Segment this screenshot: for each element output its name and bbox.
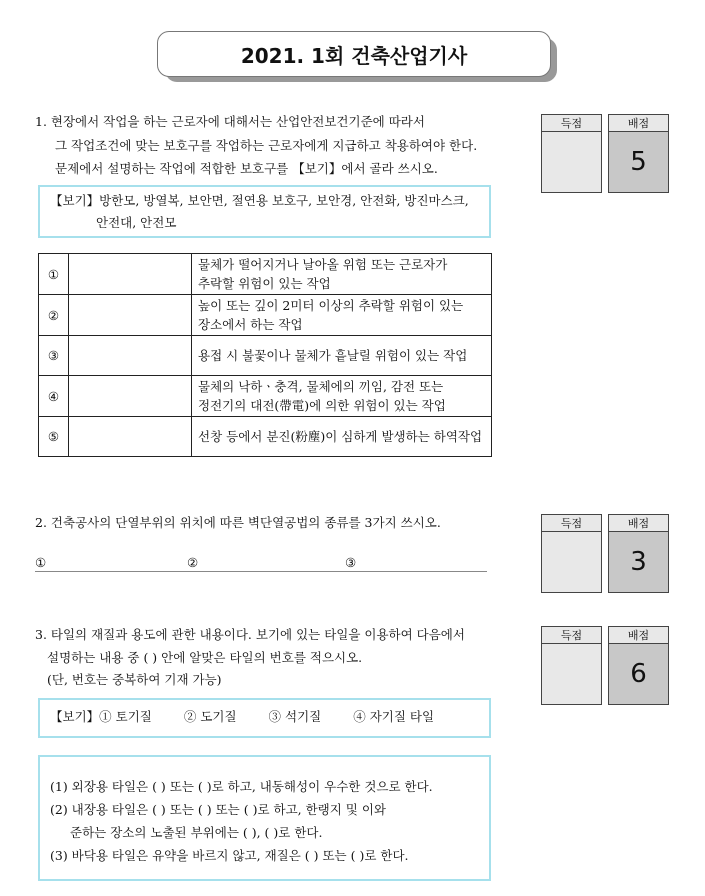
q3-earned-label: 득점 <box>541 626 602 644</box>
q3-earned-field[interactable] <box>541 643 602 705</box>
q3-bogi-option-2: ② 도기질 <box>183 709 237 724</box>
table-row <box>39 254 492 295</box>
table-row <box>39 417 492 457</box>
q1-line-2: 그 작업조건에 맞는 보호구를 작업하는 근로자에게 지급하고 착용하여야 한다. <box>55 138 478 153</box>
row-description <box>192 376 492 417</box>
q3-allotted-label: 배점 <box>608 626 669 644</box>
q1-bogi-line-2: 안전대, 안전모 <box>96 215 177 230</box>
q2-earned-label: 득점 <box>541 514 602 532</box>
q1-bogi-box <box>38 185 491 238</box>
row-desc-line-1: 용접 시 불꽃이나 물체가 흩날릴 위험이 있는 작업 <box>198 348 468 363</box>
row-description <box>192 295 492 336</box>
q3-items-box <box>38 755 491 881</box>
row-desc-line-1: 선창 등에서 분진(粉塵)이 심하게 발생하는 하역작업 <box>198 429 483 444</box>
answer-cell[interactable] <box>69 417 192 457</box>
row-desc-line-1: 물체의 낙하ㆍ충격, 물체에의 끼임, 감전 또는 <box>198 379 444 394</box>
q2-allotted-value: 3 <box>608 531 669 593</box>
row-number: ① <box>39 254 69 295</box>
q1-table <box>38 253 492 457</box>
row-desc-line-2: 장소에서 하는 작업 <box>198 317 303 332</box>
q2-text: 2. 건축공사의 단열부위의 위치에 따른 벽단열공법의 종류를 3가지 쓰시오. <box>35 515 441 530</box>
answer-cell[interactable] <box>69 295 192 336</box>
table-row <box>39 376 492 417</box>
row-number: ② <box>39 295 69 336</box>
q1-allotted-value: 5 <box>608 131 669 193</box>
row-description <box>192 417 492 457</box>
q3-item-1: (1) 외장용 타일은 ( ) 또는 ( )로 하고, 내동해성이 우수한 것으로 한다. <box>50 779 433 794</box>
row-description <box>192 254 492 295</box>
row-number: ⑤ <box>39 417 69 457</box>
q2-blank-1[interactable]: ① <box>35 555 47 570</box>
row-desc-line-1: 높이 또는 깊이 2미터 이상의 추락할 위험이 있는 <box>198 298 464 313</box>
q1-line-3: 문제에서 설명하는 작업에 적합한 보호구를 【보기】에서 골라 쓰시오. <box>55 161 438 176</box>
table-row <box>39 295 492 336</box>
answer-cell[interactable] <box>69 254 192 295</box>
q3-line-3: (단, 번호는 중복하여 기재 가능) <box>47 672 222 687</box>
q2-answer-line <box>35 571 487 572</box>
q3-line-1: 3. 타일의 재질과 용도에 관한 내용이다. 보기에 있는 타일을 이용하여 다음에서 <box>35 627 465 642</box>
q3-item-2: (2) 내장용 타일은 ( ) 또는 ( ) 또는 ( )로 하고, 한랭지 및 이와 <box>50 802 386 817</box>
q3-bogi-option-3: ③ 석기질 <box>268 709 322 724</box>
row-desc-line-1: 물체가 떨어지거나 날아올 위험 또는 근로자가 <box>198 257 448 272</box>
q3-allotted-value: 6 <box>608 643 669 705</box>
q3-bogi-option-4: ④ 자기질 타일 <box>353 709 435 724</box>
row-description <box>192 336 492 376</box>
row-desc-line-2: 정전기의 대전(帶電)에 의한 위험이 있는 작업 <box>198 398 446 413</box>
q2-blank-2[interactable]: ② <box>187 555 199 570</box>
q3-item-2-cont: 준하는 장소의 노출된 부위에는 ( ), ( )로 한다. <box>70 825 323 840</box>
answer-cell[interactable] <box>69 336 192 376</box>
q2-blank-3[interactable]: ③ <box>345 555 357 570</box>
q3-item-3: (3) 바닥용 타일은 유약을 바르지 않고, 재질은 ( ) 또는 ( )로 한다. <box>50 848 409 863</box>
q1-line-1: 1. 현장에서 작업을 하는 근로자에 대해서는 산업안전보건기준에 따라서 <box>35 114 425 129</box>
q1-earned-label: 득점 <box>541 114 602 132</box>
q1-earned-field[interactable] <box>541 131 602 193</box>
row-desc-line-2: 추락할 위험이 있는 작업 <box>198 276 331 291</box>
q1-allotted-label: 배점 <box>608 114 669 132</box>
row-number: ③ <box>39 336 69 376</box>
q2-allotted-label: 배점 <box>608 514 669 532</box>
q3-line-2: 설명하는 내용 중 ( ) 안에 알맞은 타일의 번호를 적으시오. <box>47 650 363 665</box>
q3-bogi-option-1: 【보기】① 토기질 <box>50 709 152 724</box>
answer-cell[interactable] <box>69 376 192 417</box>
q1-bogi-line-1: 【보기】방한모, 방열복, 보안면, 절연용 보호구, 보안경, 안전화, 방진마스크, <box>50 193 469 208</box>
table-row <box>39 336 492 376</box>
row-number: ④ <box>39 376 69 417</box>
q2-earned-field[interactable] <box>541 531 602 593</box>
q3-bogi-box <box>38 698 491 738</box>
page-title: 2021. 1회 건축산업기사 <box>157 31 551 77</box>
